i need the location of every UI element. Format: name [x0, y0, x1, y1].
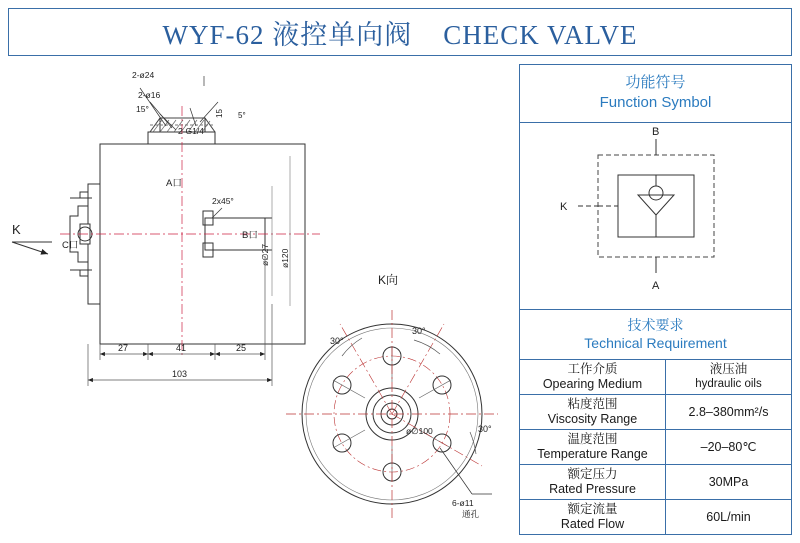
technical-drawing — [0, 56, 519, 543]
dim-27: 27 — [118, 343, 129, 353]
callout-chamfer: 2x45° — [212, 196, 234, 206]
spec-value-line1: 液压油 — [709, 362, 748, 376]
symbol-label-k: K — [560, 201, 568, 213]
callout-angle-5: 5° — [238, 111, 246, 120]
dim-41: 41 — [176, 343, 187, 353]
spec-value-line1: 60L/min — [706, 509, 751, 524]
spec-value — [666, 360, 791, 394]
angle-right-label: 30° — [478, 424, 492, 434]
spec-table — [520, 360, 791, 534]
spec-value-line2: hydraulic oils — [695, 378, 762, 390]
spec-value — [666, 500, 791, 534]
table-row — [520, 430, 791, 465]
page-title: WYF-62 液控单向阀 CHECK VALVE — [162, 19, 638, 50]
callout-depth-15: 15 — [215, 109, 224, 118]
symbol-label-a: A — [652, 280, 660, 292]
spec-label — [520, 395, 666, 429]
drawing-svg — [0, 56, 519, 543]
title-bar — [8, 8, 792, 56]
table-row — [520, 360, 791, 395]
tech-header-en: Technical Requirement — [584, 335, 727, 351]
table-row — [520, 395, 791, 430]
tech-header-cn: 技术要求 — [627, 317, 684, 333]
spec-label-en: Viscosity Range — [547, 412, 638, 426]
spec-label — [520, 465, 666, 499]
callout-hole-24: 2-ø24 — [132, 70, 155, 80]
table-row — [520, 500, 791, 534]
function-symbol-diagram — [520, 123, 791, 310]
function-symbol-header-en: Function Symbol — [599, 94, 712, 111]
side-view — [60, 106, 320, 356]
spec-label-en: Temperature Range — [537, 447, 648, 461]
bolt-circle-label: ø∅100 — [406, 426, 433, 436]
technical-requirement-header — [520, 310, 791, 360]
spec-value — [666, 395, 791, 429]
dim-total: 103 — [172, 369, 188, 379]
arrow-k-label: K — [12, 222, 21, 237]
side-view-callout-leaders — [140, 76, 218, 130]
dim-25: 25 — [236, 343, 247, 353]
spec-value — [666, 430, 791, 464]
label-port-b: B口 — [242, 230, 258, 241]
spec-label-cn: 粘度范围 — [567, 397, 618, 411]
spec-label-en: Rated Pressure — [549, 482, 636, 496]
view-k-label: K向 — [378, 273, 399, 287]
spec-label — [520, 360, 666, 394]
view-direction-arrow-k — [12, 222, 52, 254]
spec-value-line1: 30MPa — [708, 474, 749, 489]
label-port-a: A口 — [166, 178, 182, 189]
spec-label-en: Opearing Medium — [542, 377, 643, 391]
hole-note-line1: 6-ø11 — [452, 498, 474, 508]
function-symbol-header — [520, 65, 791, 123]
hole-note-line2: 通孔 — [462, 509, 480, 519]
spec-value-line1: 2.8–380mm²/s — [688, 404, 769, 419]
callout-angle-15: 15° — [136, 104, 149, 114]
callout-thread-g14: 2-G1/4 — [178, 126, 204, 136]
spec-label-cn: 额定压力 — [567, 467, 618, 481]
spec-label-cn: 额定流量 — [567, 502, 618, 516]
label-port-c: C口 — [62, 240, 79, 251]
angle-left-label: 30° — [330, 336, 344, 346]
front-view — [286, 310, 498, 518]
function-symbol-header-cn: 功能符号 — [625, 74, 686, 91]
callout-dia-27: ø∅27 — [260, 243, 270, 266]
spec-label-en: Rated Flow — [560, 517, 625, 531]
spec-label-cn: 温度范围 — [567, 432, 618, 446]
info-table — [519, 64, 792, 535]
spec-label-cn: 工作介质 — [567, 362, 618, 376]
angle-mid-label: 30° — [412, 326, 426, 336]
spec-value — [666, 465, 791, 499]
table-row — [520, 465, 791, 500]
spec-value-line1: –20–80℃ — [700, 439, 757, 454]
dimension-chain — [88, 256, 272, 386]
symbol-label-b: B — [652, 126, 660, 138]
spec-label — [520, 430, 666, 464]
callout-hole-16: 2-ø16 — [138, 90, 161, 100]
spec-label — [520, 500, 666, 534]
callout-dia-120: ø120 — [280, 248, 290, 268]
